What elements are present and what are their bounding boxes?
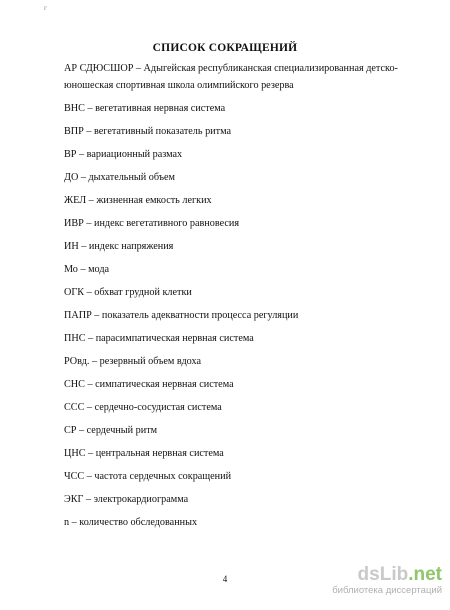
list-item: ИВР – индекс вегетативного равновесия — [64, 218, 240, 229]
list-item: ССС – сердечно-сосудистая система — [64, 402, 222, 413]
watermark-logo[interactable] — [332, 565, 442, 596]
watermark-logo-main: dsLib — [357, 564, 409, 585]
list-item: ВНС – вегетативная нервная система — [64, 103, 226, 114]
list-item: ЦНС – центральная нервная система — [64, 448, 224, 459]
watermark-logo-tld: .net — [408, 564, 442, 585]
list-item: ПНС – парасимпатическая нервная система — [64, 333, 254, 344]
list-item: СНС – симпатическая нервная система — [64, 379, 234, 390]
list-item-text-continued: юношеская спортивная школа олимпийского резерва — [64, 80, 294, 91]
page-mark: г — [44, 4, 47, 12]
abbreviation-list — [64, 63, 429, 540]
list-item: ПАПР – показатель адекватности процесса регуляции — [64, 310, 299, 321]
list-item: СР – сердечный ритм — [64, 425, 158, 436]
list-item: ЭКГ – электрокардиограмма — [64, 494, 189, 505]
list-item: Мо – мода — [64, 264, 110, 275]
list-item: ОГК – обхват грудной клетки — [64, 287, 192, 298]
list-item: n – количество обследованных — [64, 517, 198, 528]
page-title: СПИСОК СОКРАЩЕНИЙ — [152, 42, 298, 54]
watermark-logo-text — [332, 565, 442, 585]
list-item-text: АР СДЮСШОР – Адыгейская республиканская специализированная детско- — [64, 63, 398, 74]
list-item: РОвд. – резервный объем вдоха — [64, 356, 201, 367]
page-number: 4 — [222, 574, 228, 584]
list-item: ДО – дыхательный объем — [64, 172, 175, 183]
list-item: ВР – вариационный размах — [64, 149, 183, 160]
list-item: ЖЕЛ – жизненная емкость легких — [64, 195, 212, 206]
watermark-subtitle: библиотека диссертаций — [332, 585, 442, 596]
list-item: ЧСС – частота сердечных сокращений — [64, 471, 232, 482]
list-item: ВПР – вегетативный показатель ритма — [64, 126, 231, 137]
list-item: ИН – индекс напряжения — [64, 241, 174, 252]
list-item — [64, 63, 429, 91]
